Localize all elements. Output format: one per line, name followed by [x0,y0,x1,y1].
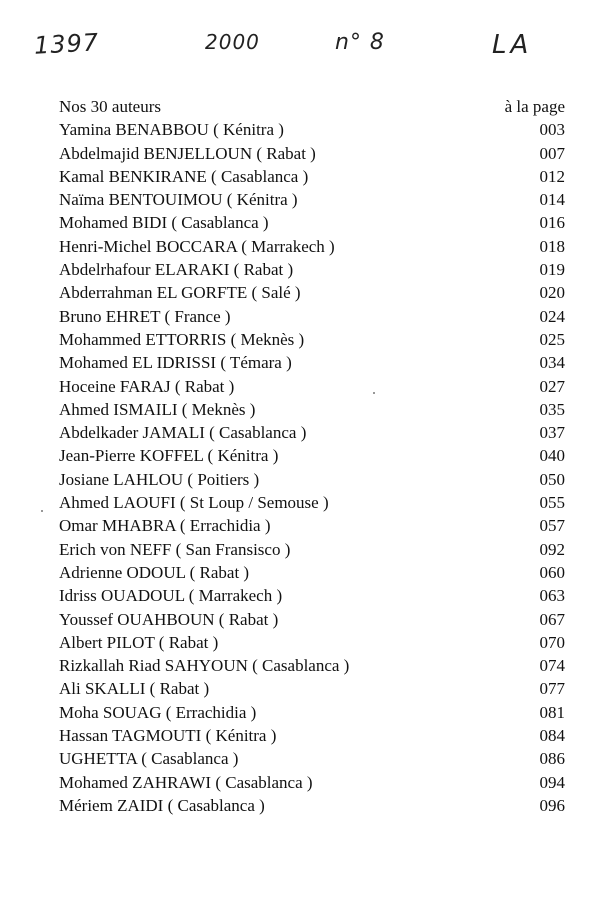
author-name: Idriss OUADOUL ( Marrakech ) [59,586,283,606]
page-number: 019 [539,260,565,280]
author-name: Albert PILOT ( Rabat ) [59,632,219,652]
list-item [59,235,565,258]
list-item [59,118,565,141]
list-item [59,281,565,304]
list-item [59,608,565,631]
author-name: Hoceine FARAJ ( Rabat ) [59,376,235,396]
page-number: 094 [539,772,565,792]
author-name: Yamina BENABBOU ( Kénitra ) [59,120,284,140]
author-name: Ahmed ISMAILI ( Meknès ) [59,399,256,419]
author-name: Henri-Michel BOCCARA ( Marrakech ) [59,236,335,256]
page-number: 057 [539,516,565,536]
page-number: 060 [539,562,565,582]
page-number: 034 [539,353,565,373]
page-number: 077 [539,679,565,699]
page-number: 063 [539,586,565,606]
list-item [59,305,565,328]
handwritten-note-year: 2000 [205,30,260,54]
author-name: Bruno EHRET ( France ) [59,306,231,326]
list-item [59,165,565,188]
list-item [59,561,565,584]
author-name: Abderrahman EL GORFTE ( Salé ) [59,283,301,303]
list-item [59,468,565,491]
list-item [59,794,565,817]
author-name: Hassan TAGMOUTI ( Kénitra ) [59,726,277,746]
page-number: 003 [539,120,565,140]
scan-speck [41,510,43,512]
page-number: 024 [539,306,565,326]
page-number: 014 [539,190,565,210]
page-number: 050 [539,469,565,489]
author-name: Naïma BENTOUIMOU ( Kénitra ) [59,190,298,210]
page-number: 018 [539,236,565,256]
list-item [59,747,565,770]
page-number: 037 [539,423,565,443]
author-name: Omar MHABRA ( Errachidia ) [59,516,271,536]
toc-header-page: à la page [504,97,565,116]
list-item [59,398,565,421]
list-item [59,701,565,724]
author-name: Abdelrhafour ELARAKI ( Rabat ) [59,260,294,280]
list-item [59,444,565,467]
author-name: Erich von NEFF ( San Fransisco ) [59,539,291,559]
page-number: 055 [539,493,565,513]
list-item [59,142,565,165]
scan-speck [373,392,375,394]
author-name: Ali SKALLI ( Rabat ) [59,679,210,699]
list-item [59,211,565,234]
list-item [59,538,565,561]
page-number: 086 [539,749,565,769]
list-item [59,654,565,677]
list-item [59,375,565,398]
page-number: 081 [539,702,565,722]
page-number: 025 [539,329,565,349]
handwritten-note-number: 1397 [33,28,100,60]
author-name: Abdelkader JAMALI ( Casablanca ) [59,423,307,443]
author-name: Mohamed BIDI ( Casablanca ) [59,213,269,233]
list-item [59,584,565,607]
page-number: 096 [539,795,565,815]
list-item [59,631,565,654]
page-number: 020 [539,283,565,303]
list-item [59,491,565,514]
page-number: 007 [539,143,565,163]
page-number: 035 [539,399,565,419]
page-number: 067 [539,609,565,629]
toc-entries-list [59,118,565,817]
list-item [59,421,565,444]
page-number: 084 [539,726,565,746]
list-item [59,771,565,794]
toc-header-authors: Nos 30 auteurs [59,97,161,116]
author-name: Mohammed ETTORRIS ( Meknès ) [59,329,305,349]
list-item [59,677,565,700]
page-number: 070 [539,632,565,652]
author-name: Ahmed LAOUFI ( St Loup / Semouse ) [59,493,329,513]
list-item [59,514,565,537]
author-name: Adrienne ODOUL ( Rabat ) [59,562,250,582]
toc-header [59,95,565,118]
author-name: Rizkallah Riad SAHYOUN ( Casablanca ) [59,656,350,676]
author-name: UGHETTA ( Casablanca ) [59,749,239,769]
page-number: 092 [539,539,565,559]
list-item [59,328,565,351]
author-name: Mériem ZAIDI ( Casablanca ) [59,795,265,815]
list-item [59,258,565,281]
author-name: Abdelmajid BENJELLOUN ( Rabat ) [59,143,316,163]
author-name: Kamal BENKIRANE ( Casablanca ) [59,166,309,186]
page-number: 012 [539,166,565,186]
list-item [59,724,565,747]
handwritten-note-initials: LA [492,30,533,60]
author-name: Jean-Pierre KOFFEL ( Kénitra ) [59,446,279,466]
author-name: Josiane LAHLOU ( Poitiers ) [59,469,260,489]
author-name: Moha SOUAG ( Errachidia ) [59,702,257,722]
page-number: 027 [539,376,565,396]
page-number: 016 [539,213,565,233]
table-of-contents [59,95,565,817]
author-name: Mohamed EL IDRISSI ( Témara ) [59,353,292,373]
page-number: 074 [539,656,565,676]
page-number: 040 [539,446,565,466]
author-name: Youssef OUAHBOUN ( Rabat ) [59,609,279,629]
list-item [59,188,565,211]
author-name: Mohamed ZAHRAWI ( Casablanca ) [59,772,313,792]
handwritten-note-issue: n° 8 [335,30,385,55]
list-item [59,351,565,374]
